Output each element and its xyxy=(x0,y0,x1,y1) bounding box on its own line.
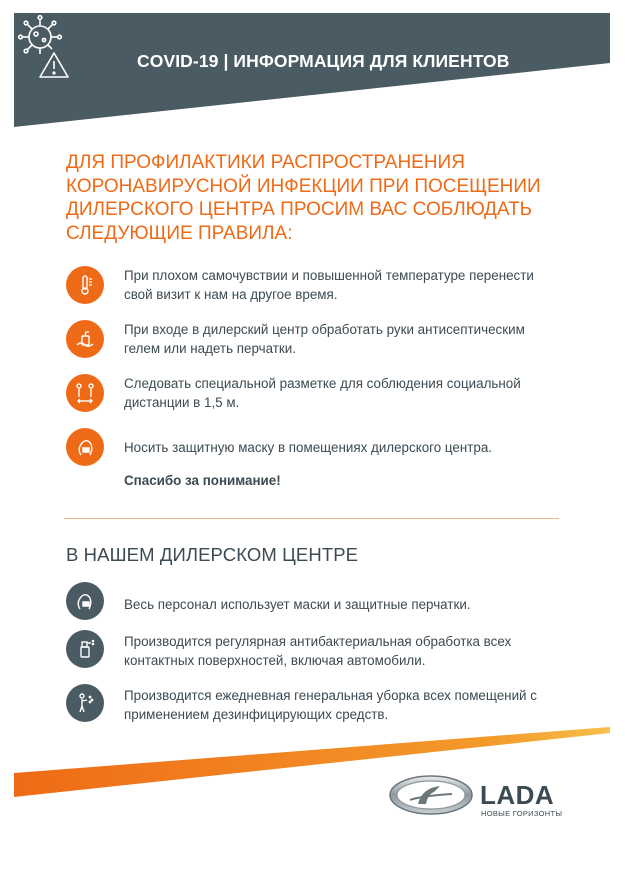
fact-item xyxy=(66,582,586,624)
rule-text: При входе в дилерский центр обработать руки антисептическим гелем или надеть перчатки. xyxy=(124,322,525,356)
lead-text: ДЛЯ ПРОФИЛАКТИКИ РАСПРОСТРАНЕНИЯ КОРОНАВИРУСНОЙ ИНФЕКЦИИ ПРИ ПОСЕЩЕНИИ ДИЛЕРСКОГО ЦЕНТРА ПРОСИМ ВАС СОБЛЮДАТЬ СЛЕДУЮЩИЕ ПРАВИЛА: xyxy=(66,152,541,244)
lada-logo xyxy=(388,772,563,822)
fact-text: Производится регулярная антибактериальная обработка всех контактных поверхностей, включая автомобили. xyxy=(124,634,512,668)
rule-item xyxy=(66,428,586,470)
fact-text: Весь персонал использует маски и защитные перчатки. xyxy=(124,597,471,612)
cleaning-person-icon xyxy=(66,684,104,722)
thermometer-icon xyxy=(66,266,104,304)
hand-sanitizer-icon xyxy=(66,320,104,358)
header-title: COVID-19 | ИНФОРМАЦИЯ ДЛЯ КЛИЕНТОВ xyxy=(137,51,510,71)
virus-warning-icon xyxy=(14,13,84,83)
fact-text: Производится ежедневная генеральная уборка всех помещений с применением дезинфицирующих средств. xyxy=(124,688,537,722)
face-mask-icon xyxy=(66,428,104,466)
social-distance-icon xyxy=(66,374,104,412)
mask-gloves-icon xyxy=(66,582,104,620)
rule-item xyxy=(66,374,586,416)
rule-item xyxy=(66,266,586,308)
fact-item xyxy=(66,630,586,672)
section-divider xyxy=(64,518,559,519)
rule-text: Следовать специальной разметке для соблюдения социальной дистанции в 1,5 м. xyxy=(124,376,521,410)
rule-text: При плохом самочувствии и повышенной температуре перенести свой визит к нам на другое время. xyxy=(124,268,534,302)
fact-item xyxy=(66,684,586,726)
section-title: В НАШЕМ ДИЛЕРСКОМ ЦЕНТРЕ xyxy=(66,544,359,565)
header-banner xyxy=(14,13,610,127)
lada-emblem-icon xyxy=(388,774,474,816)
rule-item xyxy=(66,320,586,362)
logo-slogan: НОВЫЕ ГОРИЗОНТЫ xyxy=(481,809,563,818)
spray-bottle-icon xyxy=(66,630,104,668)
thanks-text: Спасибо за понимание! xyxy=(124,473,281,488)
rule-text: Носить защитную маску в помещениях дилерского центра. xyxy=(124,440,493,455)
logo-word: LADA xyxy=(480,780,555,810)
